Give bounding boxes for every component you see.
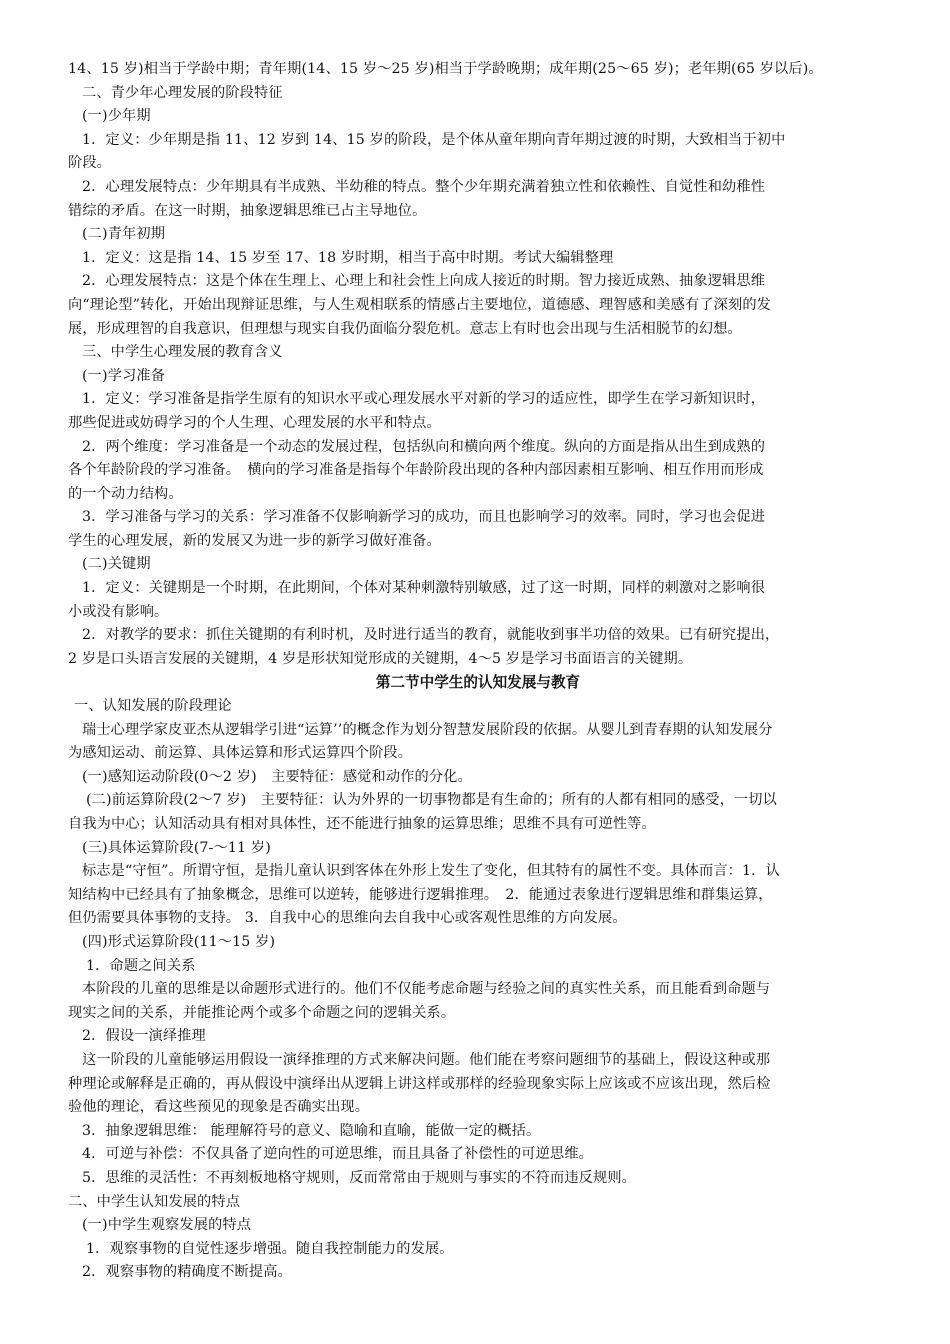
text-line: 1．定义：关键期是一个时期，在此期间，个体对某种刺激特别敏感，过了这一时期，同样的刺激对之影响很 xyxy=(82,580,766,597)
text-line: 但仍需要具体事物的支持。 3．自我中心的思维向去自我中心或客观性思维的方向发展。 xyxy=(68,910,627,927)
text-line: 1．命题之间关系 xyxy=(86,957,196,974)
text-line: 1．定义：少年期是指 11、12 岁到 14、15 岁的阶段，是个体从童年期向青年期过渡的时期，大致相当于初中 xyxy=(82,131,786,148)
text-line: (二)青年初期 xyxy=(82,226,166,243)
text-line: 向“理论型”转化，开始出现辩证思维，与人生观相联系的情感占主要地位，道德感、理智感和美感有了深刻的发 xyxy=(68,296,772,313)
text-line: 2．心理发展特点：这是个体在生理上、心理上和社会性上向成人接近的时期。智力接近成熟、抽象逻辑思维 xyxy=(82,273,766,290)
text-line: 二、中学生认知发展的特点 xyxy=(68,1193,241,1210)
text-line: 一、认知发展的阶段理论 xyxy=(74,698,232,715)
text-line: (二)关键期 xyxy=(82,556,151,573)
section-title: 第二节中学生的认知发展与教育 xyxy=(375,674,581,692)
text-line: 1．观察事物的自觉性逐步增强。随自我控制能力的发展。 xyxy=(86,1240,454,1257)
text-line: 这一阶段的儿童能够运用假设一演绎推理的方式来解决问题。他们能在考察问题细节的基础上，假设这种或那 xyxy=(82,1051,771,1068)
text-line: 展，形成理智的自我意识，但理想与现实自我仍面临分裂危机。意志上有时也会出现与生活相脱节的幻想。 xyxy=(68,320,742,337)
text-line: 2．两个维度：学习准备是一个动态的发展过程，包括纵向和横向两个维度。纵向的方面是指从出生到成熟的 xyxy=(82,438,766,455)
text-line: 2．对教学的要求：抓住关键期的有利时机，及时进行适当的教育，就能收到事半功倍的效果。已有研究提出， xyxy=(82,627,780,644)
text-line: 2 岁是口头语言发展的关键期，4 岁是形状知觉形成的关键期，4～5 岁是学习书面语言的关键期。 xyxy=(68,650,693,667)
text-line: 验他的理论，看这些预见的现象是否确实出现。 xyxy=(68,1099,370,1116)
text-line: 知结构中已经具有了抽象概念，思维可以逆转，能够进行逻辑推理。 2．能通过表象进行逻辑思维和群集运算， xyxy=(68,886,773,903)
text-line: 2．观察事物的精确度不断提高。 xyxy=(82,1264,292,1281)
text-line: 现实之间的关系，并能推论两个或多个命题之问的逻辑关系。 xyxy=(68,1004,456,1021)
text-line: (一)感知运动阶段(0～2 岁) 主要特征：感觉和动作的分化。 xyxy=(82,768,472,785)
text-line: 错综的矛盾。在这一时期，抽象逻辑思维已占主导地位。 xyxy=(68,202,427,219)
text-line: 2．心理发展特点：少年期具有半成熟、半幼稚的特点。整个少年期充满着独立性和依赖性、自觉性和幼稚性 xyxy=(82,178,766,195)
text-line: 那些促进或妨碍学习的个人生理、心理发展的水平和特点。 xyxy=(68,414,441,431)
text-line: 种理论或解释是正确的，再从假设中演绎出从逻辑上讲这样或那样的经验现象实际上应该或不应该出现，然后检 xyxy=(68,1075,771,1092)
text-line: 瑞士心理学家皮亚杰从逻辑学引进“运算’’的概念作为划分智慧发展阶段的依据。从婴儿到青春期的认知发展分 xyxy=(82,721,773,738)
text-line: 二、青少年心理发展的阶段特征 xyxy=(82,84,283,101)
text-line: 学生的心理发展，新的发展又为进一步的新学习做好准备。 xyxy=(68,532,441,549)
text-line: (一)中学生观察发展的特点 xyxy=(82,1217,252,1234)
text-line: 本阶段的儿童的思维是以命题形式进行的。他们不仅能考虑命题与经验之间的真实性关系，而且能看到命题与 xyxy=(82,981,771,998)
text-line: 为感知运动、前运算、具体运算和形式运算四个阶段。 xyxy=(68,745,413,762)
text-line: 自我为中心；认知活动具有相对具体性，还不能进行抽象的运算思维；思维不具有可逆性等。 xyxy=(68,816,656,832)
text-line: (三)具体运算阶段(7-～11 岁) xyxy=(82,839,271,856)
text-line: 1．定义：学习准备是指学生原有的知识水平或心理发展水平对新的学习的适应性，即学生在学习新知识时， xyxy=(82,391,766,408)
text-line: 2．假设一演绎推理 xyxy=(82,1028,206,1045)
text-line: (四)形式运算阶段(11～15 岁) xyxy=(82,933,276,950)
text-line: 三、中学生心理发展的教育含义 xyxy=(82,344,283,361)
text-line: 阶段。 xyxy=(68,155,112,172)
document-page xyxy=(68,58,888,1285)
text-line: 3．学习准备与学习的关系：学习准备不仅影响新学习的成功，而且也影响学习的效率。同时，学习也会促进 xyxy=(82,509,766,526)
text-line: (一)学习准备 xyxy=(82,367,166,384)
text-line: 4．可逆与补偿：不仅具备了逆向性的可逆思维，而且具备了补偿性的可逆思维。 xyxy=(82,1146,593,1163)
text-line: 小或没有影响。 xyxy=(68,603,169,620)
text-line: 14、15 岁)相当于学龄中期；青年期(14、15 岁～25 岁)相当于学龄晚期；成年期(25～65 岁)；老年期(65 岁以后)。 xyxy=(68,61,823,77)
text-line: 3．抽象逻辑思维： 能理解符号的意义、隐喻和直喻，能做一定的概括。 xyxy=(82,1122,541,1139)
text-line: 各个年龄阶段的学习准备。 横向的学习准备是指每个年龄阶段出现的各种内部因素相互影响、相互作用而形成 xyxy=(68,462,764,479)
text-line: 1．定义：这是指 14、15 岁至 17、18 岁时期，相当于高中时期。考试大编辑整理 xyxy=(82,249,614,266)
text-line: 5．思维的灵活性：不再刻板地格守规则，反而常常由于规则与事实的不符而违反规则。 xyxy=(82,1169,637,1186)
text-line: 标志是“守恒”。所谓守恒，是指儿童认识到客体在外形上发生了变化，但其特有的属性不变。具体而言：1．认 xyxy=(82,863,780,880)
text-line: (一)少年期 xyxy=(82,108,151,125)
text-line: (二)前运算阶段(2～7 岁) 主要特征：认为外界的一切事物都是有生命的；所有的人都有相同的感受，一切以 xyxy=(86,792,777,809)
text-line: 的一个动力结构。 xyxy=(68,485,183,502)
